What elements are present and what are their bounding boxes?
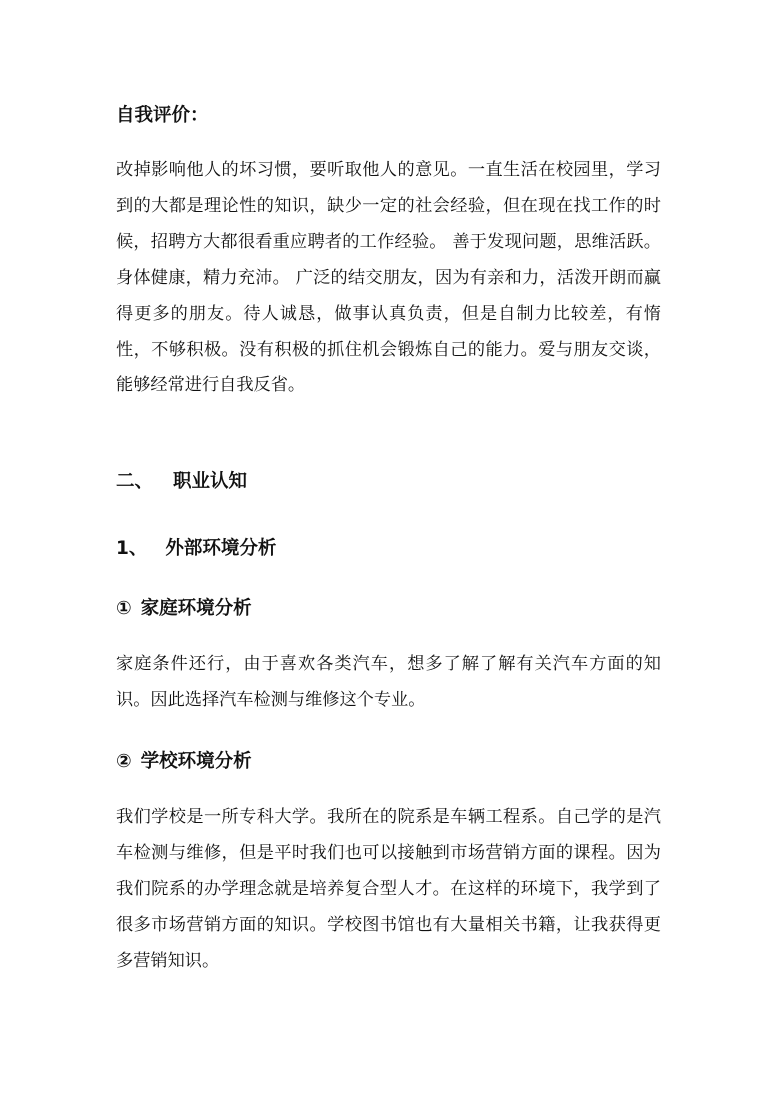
family-environment-paragraph: 家庭条件还行，由于喜欢各类汽车，想多了解了解有关汽车方面的知识。因此选择汽车检测与维修这个专业。 (116, 654, 661, 710)
school-environment-title: 学校环境分析 (140, 751, 252, 772)
section-two-heading (116, 469, 661, 495)
item-marker: ② (116, 751, 132, 772)
family-environment-title: 家庭环境分析 (140, 598, 252, 619)
school-environment-heading (116, 749, 661, 775)
subsection-number: 1、 (116, 538, 148, 559)
item-marker: ① (116, 598, 132, 619)
subsection-title: 外部环境分析 (165, 538, 277, 559)
subsection-heading (116, 536, 661, 562)
self-evaluation-heading (116, 103, 661, 129)
family-environment-heading (116, 596, 661, 622)
section-number: 二、 (116, 471, 154, 492)
school-environment-paragraph: 我们学校是一所专科大学。我所在的院系是车辆工程系。自己学的是汽车检测与维修，但是平时我们也可以接触到市场营销方面的课程。因为我们院系的办学理念就是培养复合型人才。在这样的环境下，我学到了很多市场营销方面的知识。学校图书馆也有大量相关书籍，让我获得更多营销知识。 (116, 807, 661, 971)
section-title: 职业认知 (173, 471, 248, 492)
self-evaluation-paragraph: 改掉影响他人的坏习惯，要听取他人的意见。一直生活在校园里，学习到的大都是理论性的知识，缺少一定的社会经验，但在现在找工作的时候，招聘方大都很看重应聘者的工作经验。 善于发现问题，思维活跃。身体健康，精力充沛。 广泛的结交朋友，因为有亲和力，活泼开朗而赢得更多的朋友。待人诚恳，做事认真负责，但是自制力比较差，有惰性，不够积极。没有积极的抓住机会锻炼自己的能力。爱与朋友交谈，能够经常进行自我反省。 (116, 160, 661, 396)
self-evaluation-title: 自我评价： (116, 105, 209, 126)
